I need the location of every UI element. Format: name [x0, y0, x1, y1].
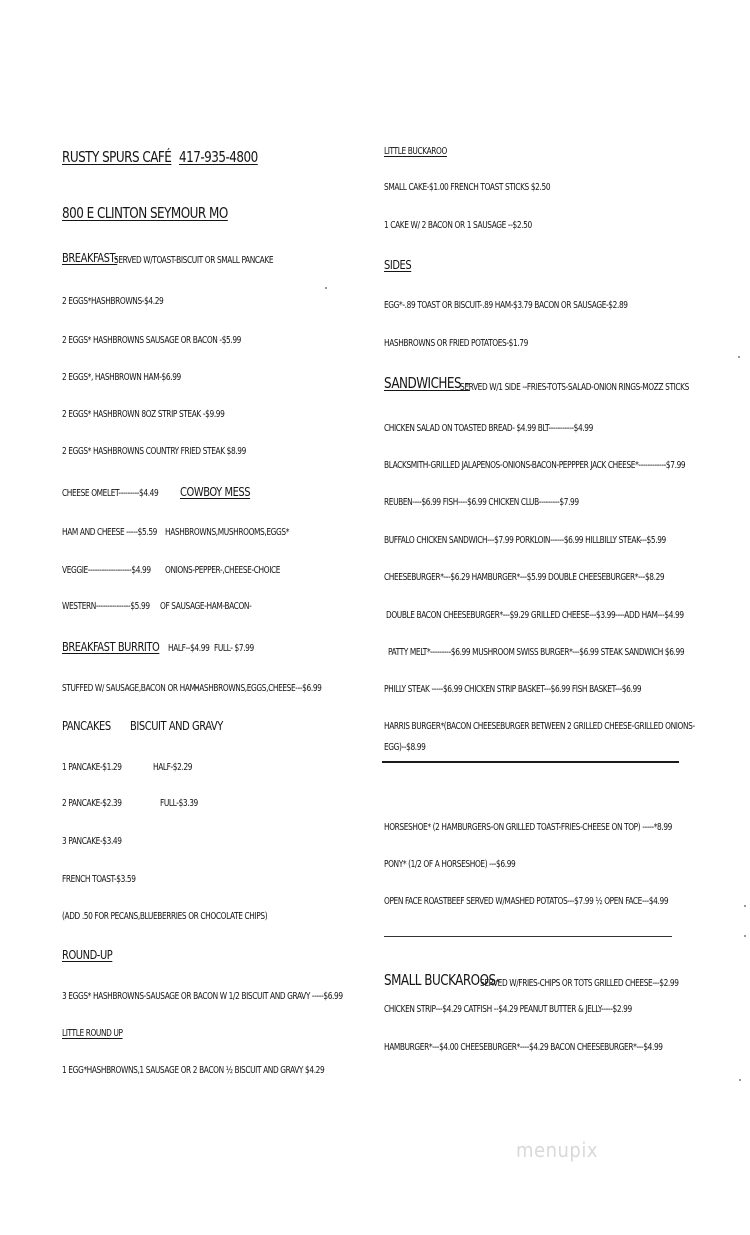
pony-line: PONY* (1/2 OF A HORSESHOE) ---$6.99	[384, 859, 516, 870]
omelet-ham-cheese: HAM AND CHEESE -----$5.59	[62, 527, 158, 538]
scan-speck	[325, 287, 327, 289]
burrito-half: HALF--$4.99	[168, 643, 210, 654]
sandwiches-heading: SANDWICHES –	[384, 374, 470, 392]
small-buckaroos-line: CHICKEN STRIP---$4.29 CATFISH --$4.29 PEANUT BUTTER & JELLY-----$2.99	[384, 1004, 632, 1015]
section-divider	[382, 761, 679, 763]
breakfast-item: 2 EGGS*HASHBROWNS-$4.29	[62, 296, 164, 307]
breakfast-item: 2 EGGS* HASHBROWN 8OZ STRIP STEAK -$9.99	[62, 409, 225, 420]
sides-line: EGG*-.89 TOAST OR BISCUIT-.89 HAM-$3.79 BACON OR SAUSAGE-$2.89	[384, 300, 628, 311]
biscuit-gravy-full: FULL-$3.39	[160, 798, 198, 809]
scan-speck	[739, 1079, 741, 1081]
pancakes-heading: PANCAKES	[62, 719, 111, 734]
sandwich-line: BUFFALO CHICKEN SANDWICH---$7.99 PORKLOIN------$6.99 HILLBILLY STEAK---$5.99	[384, 535, 666, 546]
cowboy-mess-heading: COWBOY MESS	[180, 485, 251, 500]
breakfast-item: 2 EGGS* HASHBROWNS SAUSAGE OR BACON -$5.99	[62, 335, 242, 346]
burrito-stuffed: STUFFED W/ SAUSAGE,BACON OR HAM-	[62, 683, 198, 694]
round-up-heading: ROUND-UP	[62, 948, 113, 963]
round-up-item: 3 EGGS* HASHBROWNS-SAUSAGE OR BACON W 1/2 BISCUIT AND GRAVY -----$6.99	[62, 991, 343, 1002]
breakfast-item: 2 EGGS* HASHBROWNS COUNTRY FRIED STEAK $8.99	[62, 446, 246, 457]
horseshoe-line: HORSESHOE* (2 HAMBURGERS-ON GRILLED TOAST-FRIES-CHEESE ON TOP) -----*8.99	[384, 822, 673, 833]
sides-line: HASHBROWNS OR FRIED POTATOES-$1.79	[384, 338, 528, 349]
sandwich-line: PATTY MELT*---------$6.99 MUSHROOM SWISS BURGER*---$6.99 STEAK SANDWICH $6.99	[388, 647, 685, 658]
breakfast-note: SERVED W/TOAST-BISCUIT OR SMALL PANCAKE	[114, 255, 274, 266]
harris-burger-line: EGG)--$8.99	[384, 742, 426, 753]
harris-burger-line: HARRIS BURGER*(BACON CHEESEBURGER BETWEEN 2 GRILLED CHEESE-GRILLED ONIONS-	[384, 721, 695, 732]
small-buckaroos-line: HAMBURGER*---$4.00 CHEESEBURGER*----$4.29 BACON CHEESEBURGER*---$4.99	[384, 1042, 663, 1053]
pancake-addon: (ADD .50 FOR PECANS,BLUEBERRIES OR CHOCOLATE CHIPS)	[62, 911, 268, 922]
breakfast-heading: BREAKFAST-	[62, 251, 118, 266]
pancake-item: 3 PANCAKE-$3.49	[62, 836, 122, 847]
french-toast: FRENCH TOAST-$3.59	[62, 874, 136, 885]
burrito-with: HASHBROWNS,EGGS,CHEESE---$6.99	[194, 683, 322, 694]
cafe-address: 800 E CLINTON SEYMOUR MO	[62, 204, 228, 222]
sandwich-line: PHILLY STEAK -----$6.99 CHICKEN STRIP BASKET---$6.99 FISH BASKET---$6.99	[384, 684, 642, 695]
scan-speck	[744, 935, 746, 937]
sandwich-line: REUBEN----$6.99 FISH----$6.99 CHICKEN CLUB---------$7.99	[384, 497, 579, 508]
sandwiches-note: SERVED W/1 SIDE --FRIES-TOTS-SALAD-ONION RINGS-MOZZ STICKS	[460, 382, 689, 393]
sandwich-line: CHICKEN SALAD ON TOASTED BREAD- $4.99 BLT-----------$4.99	[384, 423, 593, 434]
biscuit-gravy-heading: BISCUIT AND GRAVY	[130, 719, 223, 734]
open-face-line: OPEN FACE ROASTBEEF SERVED W/MASHED POTATOS---$7.99 ½ OPEN FACE---$4.99	[384, 896, 669, 907]
omelet-western: WESTERN---------------$5.99	[62, 601, 150, 612]
sandwich-line: CHEESEBURGER*---$6.29 HAMBURGER*---$5.99 DOUBLE CHEESEBURGER*---$8.29	[384, 572, 665, 583]
cowboy-mess-line: ONIONS-PEPPER-,CHEESE-CHOICE	[165, 565, 281, 576]
cafe-phone: 417-935-4800	[179, 148, 258, 166]
scan-speck	[744, 905, 746, 907]
sides-heading: SIDES	[384, 258, 412, 273]
cowboy-mess-line: HASHBROWNS,MUSHROOMS,EGGS*	[165, 527, 290, 538]
sandwich-line: BLACKSMITH-GRILLED JALAPENOS-ONIONS-BACON-PEPPPER JACK CHEESE*------------$7.99	[384, 460, 686, 471]
little-buckaroo-heading: LITTLE BUCKAROO	[384, 146, 447, 157]
small-buckaroos-note: SERVED W/FRIES-CHIPS OR TOTS GRILLED CHEESE---$2.99	[480, 978, 679, 989]
burrito-heading: BREAKFAST BURRITO	[62, 640, 160, 655]
menupix-watermark: menupix	[516, 1138, 598, 1162]
biscuit-gravy-half: HALF-$2.29	[153, 762, 193, 773]
small-buckaroos-heading: SMALL BUCKAROOS-	[384, 971, 500, 989]
scan-speck	[738, 356, 740, 358]
little-buckaroo-line: 1 CAKE W/ 2 BACON OR 1 SAUSAGE --$2.50	[384, 220, 532, 231]
little-round-up-heading: LITTLE ROUND UP	[62, 1028, 123, 1039]
cowboy-mess-line: OF SAUSAGE-HAM-BACON-	[160, 601, 252, 612]
breakfast-item: 2 EGGS*, HASHBROWN HAM-$6.99	[62, 372, 181, 383]
cafe-name: RUSTY SPURS CAFÉ	[62, 148, 172, 166]
section-divider	[384, 936, 672, 937]
omelet-cheese: CHEESE OMELET---------$4.49	[62, 488, 159, 499]
little-buckaroo-line: SMALL CAKE-$1.00 FRENCH TOAST STICKS $2.50	[384, 182, 551, 193]
burrito-full: FULL- $7.99	[214, 643, 254, 654]
pancake-item: 2 PANCAKE-$2.39	[62, 798, 122, 809]
little-round-up-item: 1 EGG*HASHBROWNS,1 SAUSAGE OR 2 BACON ½ BISCUIT AND GRAVY $4.29	[62, 1065, 325, 1076]
sandwich-line: DOUBLE BACON CHEESEBURGER*---$9.29 GRILLED CHEESE---$3.99----ADD HAM---$4.99	[386, 610, 684, 621]
omelet-veggie: VEGGIE-------------------$4.99	[62, 565, 151, 576]
pancake-item: 1 PANCAKE-$1.29	[62, 762, 122, 773]
